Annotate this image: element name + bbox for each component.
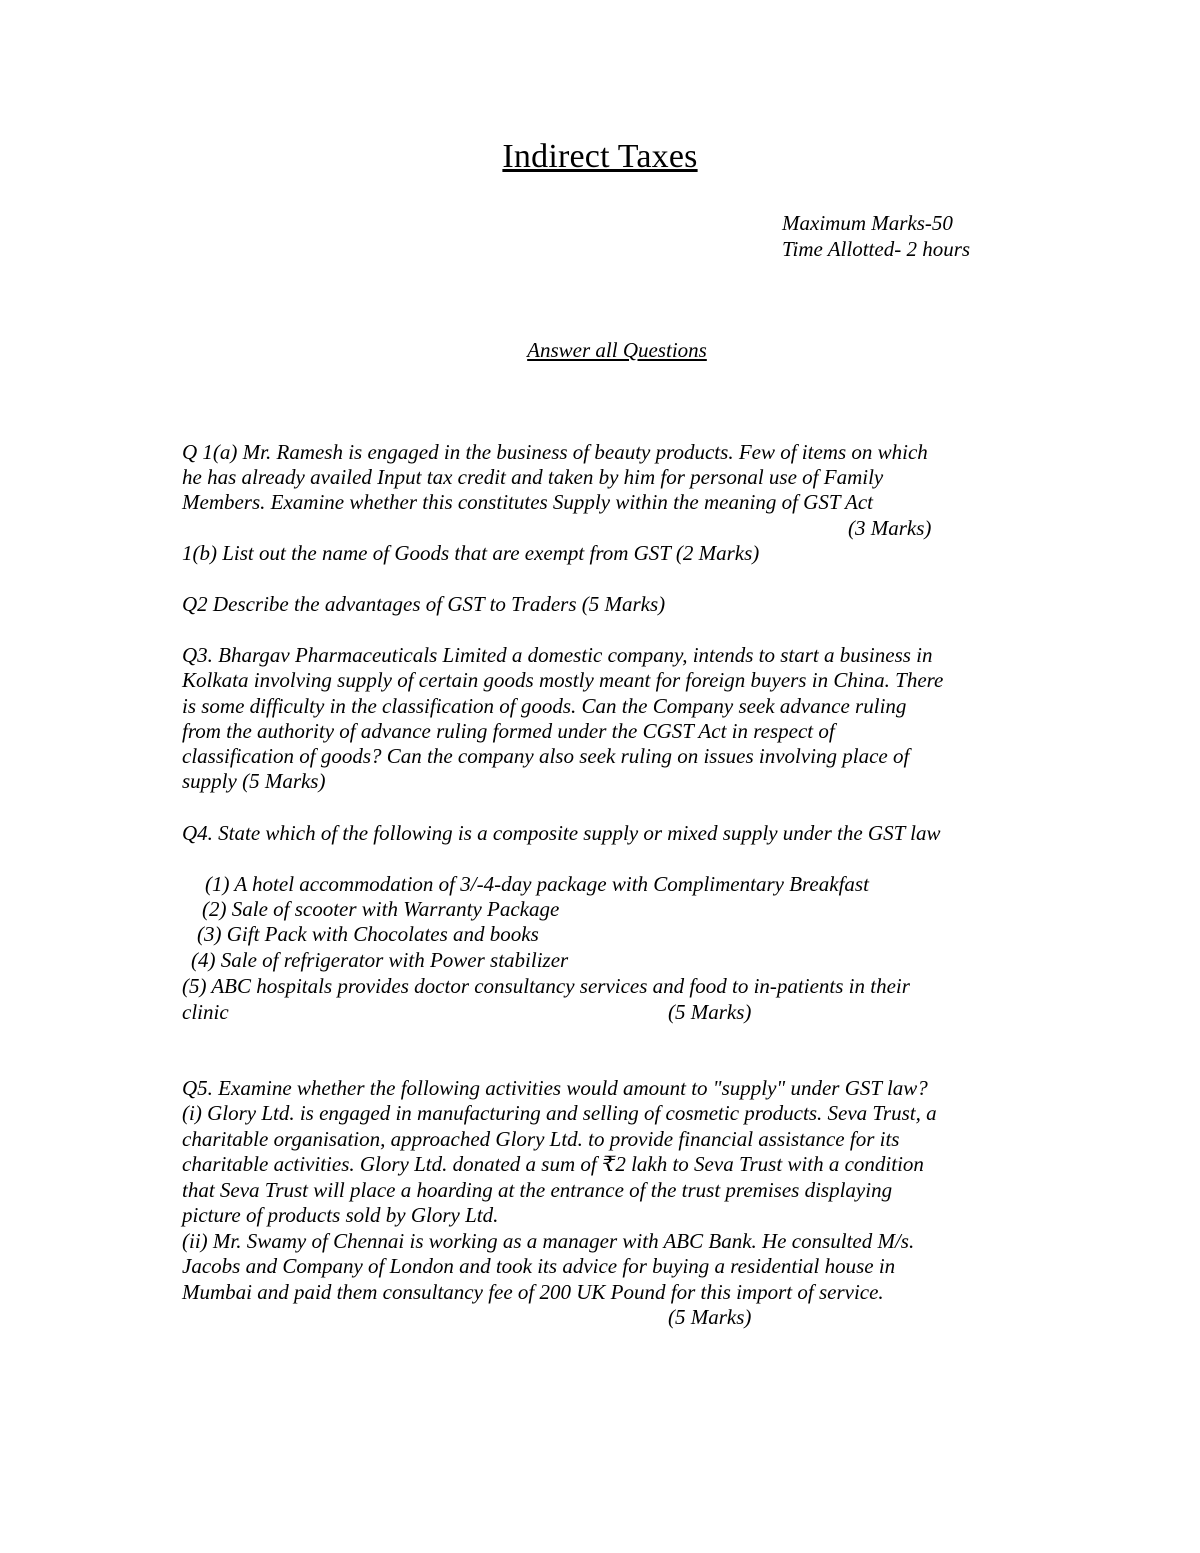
question-4-item-2: (2) Sale of scooter with Warranty Package: [202, 897, 560, 921]
question-1b: 1(b) List out the name of Goods that are exempt from GST (2 Marks): [182, 541, 760, 565]
question-1a-marks: (3 Marks): [848, 516, 932, 540]
question-1a-line-2: he has already availed Input tax credit and taken by him for personal use of Family: [182, 465, 884, 489]
question-4-item-5-cont: clinic: [182, 1000, 229, 1024]
question-4-item-3: (3) Gift Pack with Chocolates and books: [197, 922, 539, 946]
question-5-line-9: Mumbai and paid them consultancy fee of 200 UK Pound for this import of service.: [182, 1280, 884, 1304]
max-marks: Maximum Marks-50: [782, 211, 953, 235]
question-5-line-2: (i) Glory Ltd. is engaged in manufacturing and selling of cosmetic products. Seva Trust, a: [182, 1101, 937, 1125]
question-2: Q2 Describe the advantages of GST to Traders (5 Marks): [182, 592, 666, 616]
exam-meta: [782, 210, 970, 262]
question-4-item-4: (4) Sale of refrigerator with Power stabilizer: [191, 948, 569, 972]
question-4-item-5: (5) ABC hospitals provides doctor consultancy services and food to in-patients in their: [182, 974, 910, 998]
question-3-line-6: supply (5 Marks): [182, 769, 326, 793]
question-5-line-7: (ii) Mr. Swamy of Chennai is working as a manager with ABC Bank. He consulted M/s.: [182, 1229, 915, 1253]
question-5-marks: (5 Marks): [668, 1305, 752, 1329]
question-5-line-1: Q5. Examine whether the following activities would amount to "supply" under GST law?: [182, 1076, 928, 1100]
question-3-line-3: is some difficulty in the classification of goods. Can the Company seek advance ruling: [182, 694, 907, 718]
question-1a-line-3: Members. Examine whether this constitutes Supply within the meaning of GST Act: [182, 490, 873, 514]
question-3-line-4: from the authority of advance ruling formed under the CGST Act in respect of: [182, 719, 835, 743]
question-4-marks: (5 Marks): [668, 1000, 752, 1024]
time-allotted: Time Allotted- 2 hours: [782, 237, 971, 261]
question-5-line-6: picture of products sold by Glory Ltd.: [182, 1203, 499, 1227]
question-1a-line-1: Q 1(a) Mr. Ramesh is engaged in the business of beauty products. Few of items on which: [182, 440, 928, 464]
question-5-line-8: Jacobs and Company of London and took its advice for buying a residential house in: [182, 1254, 896, 1278]
question-3-line-1: Q3. Bhargav Pharmaceuticals Limited a domestic company, intends to start a business in: [182, 643, 933, 667]
question-4-item-1: (1) A hotel accommodation of 3/-4-day package with Complimentary Breakfast: [205, 872, 869, 896]
instructions-heading: Answer all Questions: [527, 338, 707, 362]
question-3-line-5: classification of goods? Can the company also seek ruling on issues involving place of: [182, 744, 910, 768]
question-5-line-3: charitable organisation, approached Glory Ltd. to provide financial assistance for its: [182, 1127, 900, 1151]
question-5-line-5: that Seva Trust will place a hoarding at the entrance of the trust premises displaying: [182, 1178, 893, 1202]
question-4-stem: Q4. State which of the following is a composite supply or mixed supply under the GST law: [182, 821, 941, 845]
page-title: Indirect Taxes: [502, 138, 698, 175]
question-3-line-2: Kolkata involving supply of certain goods mostly meant for foreign buyers in China. There: [182, 668, 944, 692]
question-5-line-4: charitable activities. Glory Ltd. donated a sum of ₹2 lakh to Seva Trust with a condition: [182, 1152, 924, 1176]
